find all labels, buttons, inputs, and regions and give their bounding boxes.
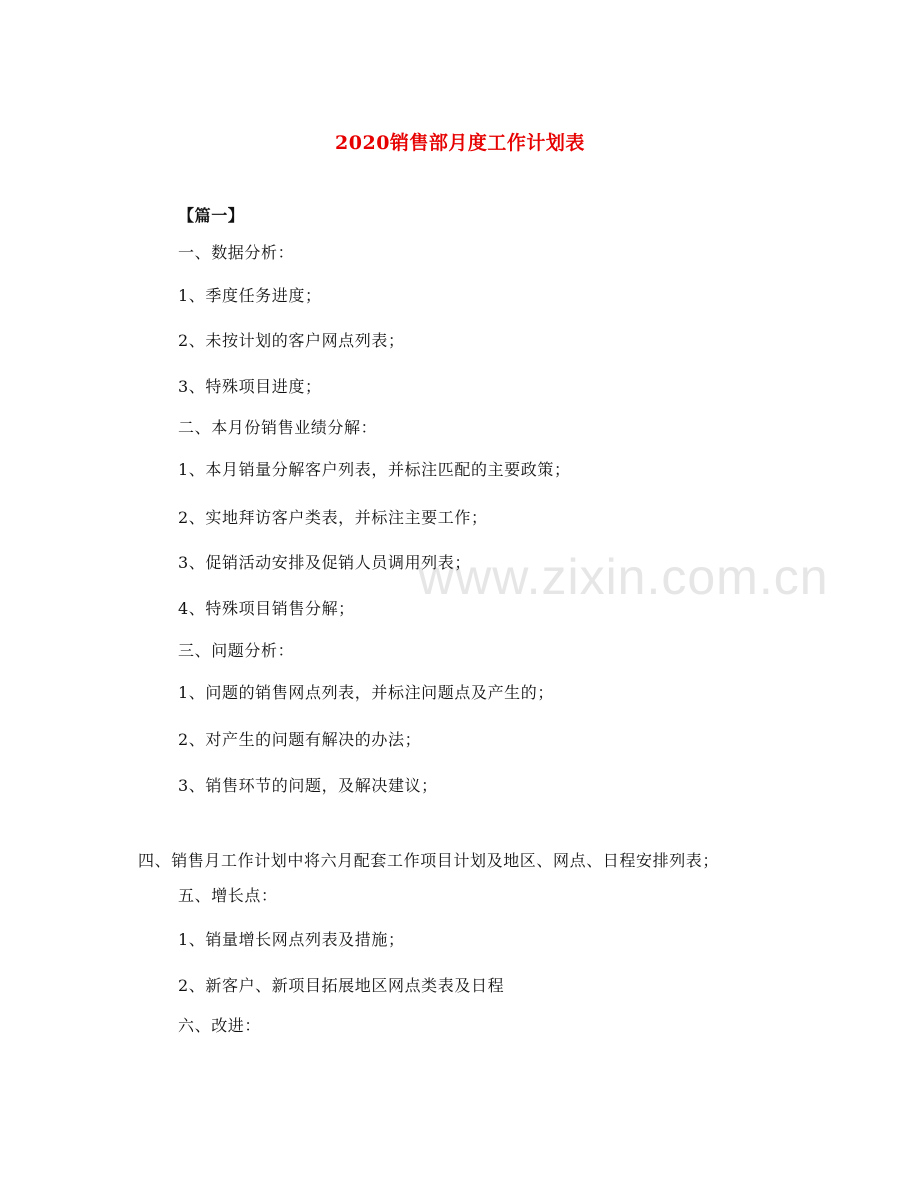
list-item: 1、销量增长网点列表及措施； [178, 930, 405, 949]
list-item: 4、特殊项目销售分解； [178, 599, 355, 618]
list-item: 2、未按计划的客户网点列表； [178, 331, 405, 350]
list-item: 1、季度任务进度； [178, 286, 322, 305]
list-item: 1、问题的销售网点列表，并标注问题点及产生的； [178, 683, 554, 702]
list-item: 3、销售环节的问题，及解决建议； [178, 776, 438, 795]
document-title: 2020销售部月度工作计划表 [335, 132, 585, 154]
heading-growth-points: 五、增长点： [178, 886, 278, 905]
heading-data-analysis: 一、数据分析： [178, 243, 295, 262]
list-item: 3、促销活动安排及促销人员调用列表； [178, 553, 471, 572]
heading-problem-analysis: 三、问题分析： [178, 641, 295, 660]
list-item: 1、本月销量分解客户列表，并标注匹配的主要政策； [178, 460, 571, 479]
heading-improvement: 六、改进： [178, 1016, 262, 1035]
heading-sales-breakdown: 二、本月份销售业绩分解： [178, 418, 378, 437]
heading-monthly-plan: 四、销售月工作计划中将六月配套工作项目计划及地区、网点、日程安排列表； [138, 851, 720, 870]
list-item: 2、对产生的问题有解决的办法； [178, 730, 422, 749]
section-label: 【篇一】 [178, 206, 245, 225]
list-item: 3、特殊项目进度； [178, 377, 322, 396]
list-item: 2、实地拜访客户类表，并标注主要工作； [178, 508, 488, 527]
watermark-text: www.zixin.com.cn [418, 549, 829, 605]
list-item: 2、新客户、新项目拓展地区网点类表及日程 [178, 976, 505, 995]
